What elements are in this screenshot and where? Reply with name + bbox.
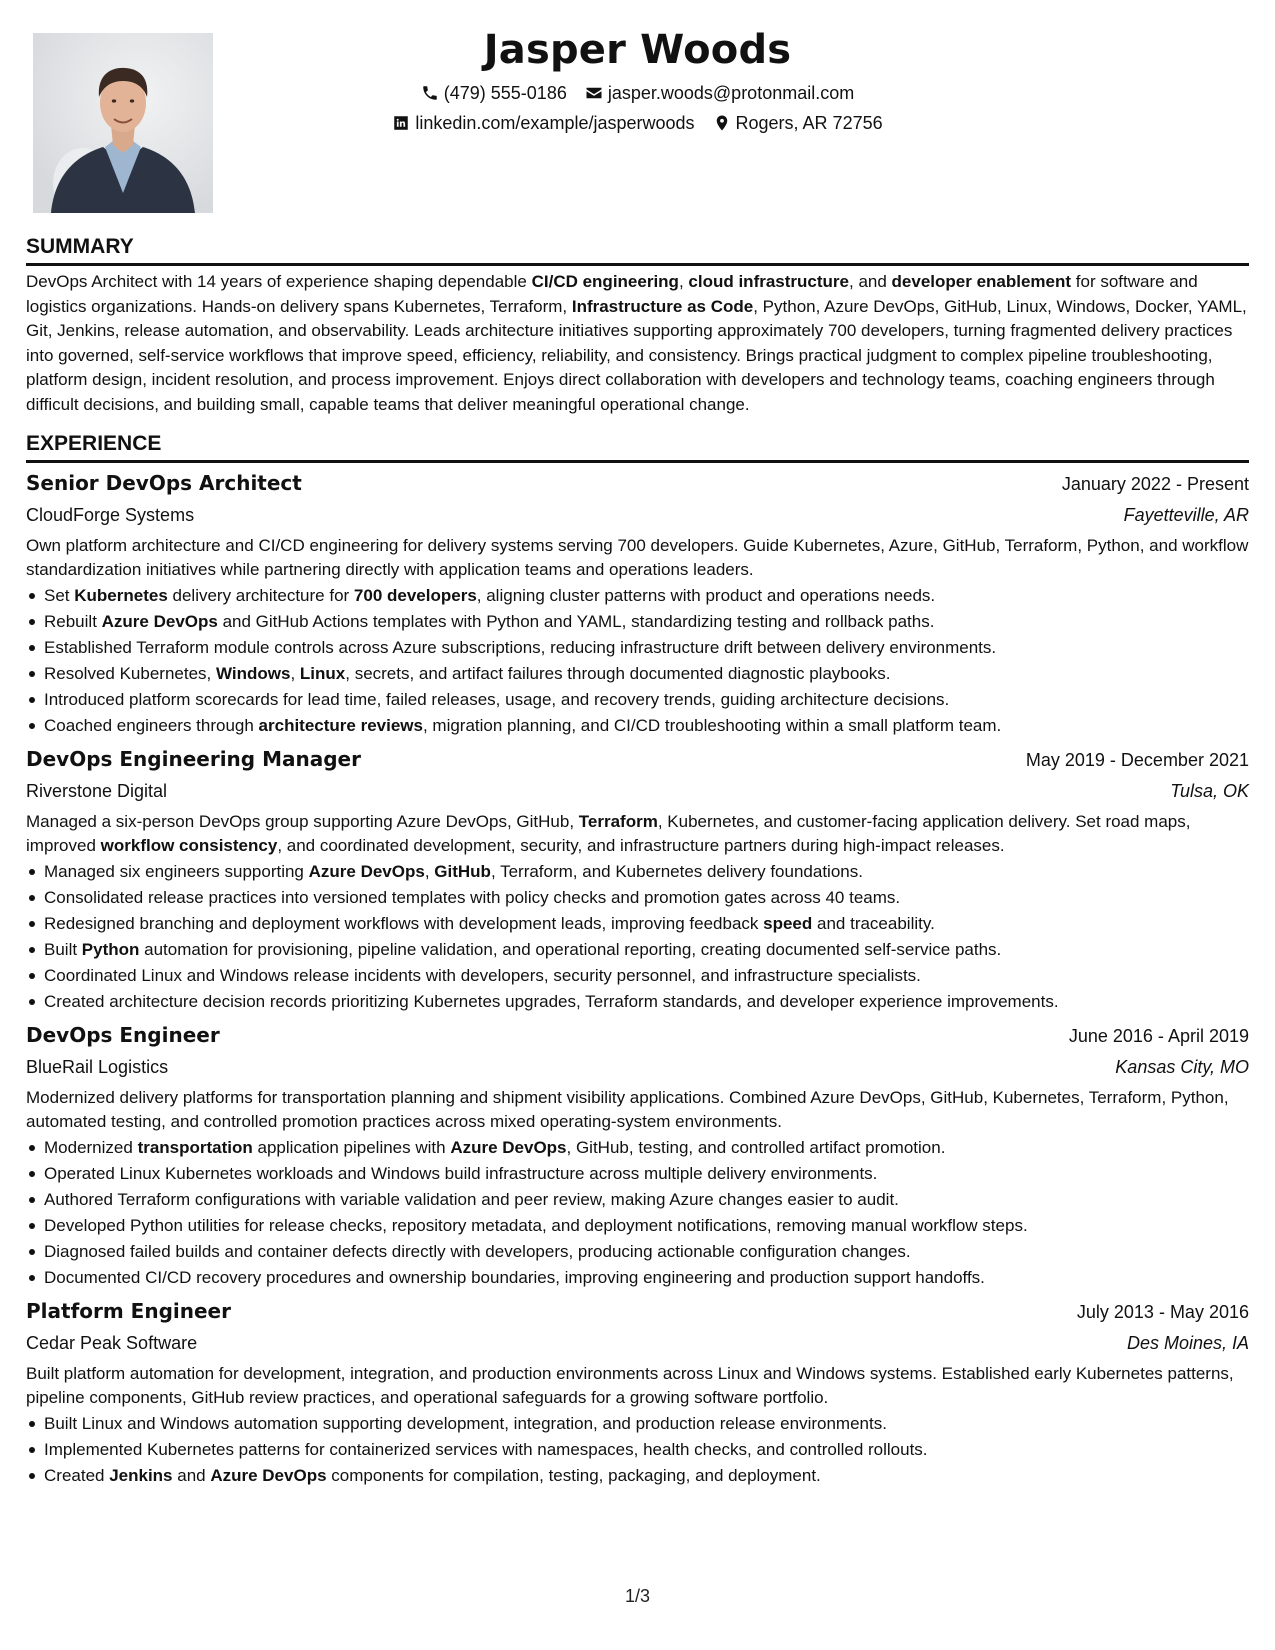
job-bullets xyxy=(26,859,1249,1015)
linkedin-url: linkedin.com/example/jasperwoods xyxy=(415,113,695,133)
bullet-item: Diagnosed failed builds and container defects directly with developers, producing actionable configuration changes. xyxy=(26,1239,1249,1265)
bullet-item: Created Jenkins and Azure DevOps components for compilation, testing, packaging, and deployment. xyxy=(26,1463,1249,1489)
bullet-item: Built Linux and Windows automation supporting development, integration, and production release environments. xyxy=(26,1411,1249,1437)
section-title-experience: EXPERIENCE xyxy=(26,431,1249,463)
job-description: Managed a six-person DevOps group supporting Azure DevOps, GitHub, Terraform, Kubernetes, and customer-facing application delivery. Set road maps, improved workflow consistency, and coordinated development, security, and infrastructure partners during high-impact releases. xyxy=(26,812,1191,855)
email-address: jasper.woods@protonmail.com xyxy=(607,83,855,103)
bullet-item: Authored Terraform configurations with variable validation and peer review, making Azure changes easier to audit. xyxy=(26,1187,1249,1213)
job-entry xyxy=(26,744,1249,1015)
job-subheader xyxy=(26,500,1249,531)
resume-body xyxy=(26,0,1249,1489)
bullet-item: Coached engineers through architecture reviews, migration planning, and CI/CD troubleshooting within a small platform team. xyxy=(26,713,1249,739)
job-location: Kansas City, MO xyxy=(1115,1057,1249,1077)
job-bullets xyxy=(26,1411,1249,1489)
job-title: DevOps Engineering Manager xyxy=(26,747,361,771)
bullet-item: Rebuilt Azure DevOps and GitHub Actions templates with Python and YAML, standardizing testing and rollback paths. xyxy=(26,609,1249,635)
job-location: Tulsa, OK xyxy=(1170,781,1249,801)
job-description: Own platform architecture and CI/CD engineering for delivery systems serving 700 developers. Guide Kubernetes, Azure, GitHub, Terraform, Python, and workflow standardization initiatives while partnering directly with application teams and operations leaders. xyxy=(26,536,1249,579)
job-subheader xyxy=(26,1052,1249,1083)
company-name: Riverstone Digital xyxy=(26,781,168,801)
bullet-item: Created architecture decision records prioritizing Kubernetes upgrades, Terraform standards, and developer experience improvements. xyxy=(26,989,1249,1015)
summary-text: DevOps Architect with 14 years of experience shaping dependable CI/CD engineering, cloud infrastructure, and developer enablement for software and logistics organizations. Hands-on delivery spans Kubernetes, Terraform, Infrastructure as Code, Python, Azure DevOps, GitHub, Linux, Windows, Docker, YAML, Git, Jenkins, release automation, and observability. Leads architecture initiatives supporting approximately 700 developers, turning fragmented delivery practices into governed, self-service workflows that improve speed, efficiency, reliability, and consistency. Brings practical judgment to complex pipeline troubleshooting, platform design, incident resolution, and process improvement. Enjoys direct collaboration with developers and technology teams, coaching engineers through difficult decisions, and building small, capable teams that deliver meaningful operational change. xyxy=(26,272,1247,414)
job-bullets xyxy=(26,1135,1249,1291)
job-header xyxy=(26,744,1249,776)
job-dates: May 2019 - December 2021 xyxy=(1025,750,1249,770)
bullet-item: Coordinated Linux and Windows release incidents with developers, security personnel, and infrastructure specialists. xyxy=(26,963,1249,989)
bullet-item: Documented CI/CD recovery procedures and ownership boundaries, improving engineering and production support handoffs. xyxy=(26,1265,1249,1291)
job-description: Modernized delivery platforms for transportation planning and shipment visibility applications. Combined Azure DevOps, GitHub, Kubernetes, Terraform, Python, automated testing, and controlled promotion practices across mixed operating-system environments. xyxy=(26,1088,1229,1131)
company-name: Cedar Peak Software xyxy=(26,1333,198,1353)
job-entry xyxy=(26,468,1249,739)
job-header xyxy=(26,1296,1249,1328)
company-name: BlueRail Logistics xyxy=(26,1057,169,1077)
job-dates: January 2022 - Present xyxy=(1061,474,1249,494)
bullet-item: Established Terraform module controls across Azure subscriptions, reducing infrastructure drift between delivery environments. xyxy=(26,635,1249,661)
job-entry xyxy=(26,1296,1249,1489)
job-title: Senior DevOps Architect xyxy=(26,471,302,495)
job-header xyxy=(26,468,1249,500)
job-entry xyxy=(26,1020,1249,1291)
bullet-item: Set Kubernetes delivery architecture for 700 developers, aligning cluster patterns with product and operations needs. xyxy=(26,583,1249,609)
bullet-item: Modernized transportation application pipelines with Azure DevOps, GitHub, testing, and controlled artifact promotion. xyxy=(26,1135,1249,1161)
candidate-name: Jasper Woods xyxy=(483,27,792,73)
job-dates: July 2013 - May 2016 xyxy=(1076,1302,1249,1322)
job-title: Platform Engineer xyxy=(26,1299,231,1323)
page-number: 1/3 xyxy=(624,1586,651,1606)
job-title: DevOps Engineer xyxy=(26,1023,220,1047)
job-description: Built platform automation for development, integration, and production environments across Linux and Windows systems. Established early Kubernetes patterns, pipeline components, GitHub review practices, and operational safeguards for a growing software portfolio. xyxy=(26,1364,1234,1407)
section-title-summary: SUMMARY xyxy=(26,234,1249,266)
bullet-item: Built Python automation for provisioning, pipeline validation, and operational reporting, creating documented self-service paths. xyxy=(26,937,1249,963)
experience-section xyxy=(26,431,1249,1489)
bullet-item: Managed six engineers supporting Azure DevOps, GitHub, Terraform, and Kubernetes delivery foundations. xyxy=(26,859,1249,885)
location-text: Rogers, AR 72756 xyxy=(735,113,883,133)
bullet-item: Introduced platform scorecards for lead time, failed releases, usage, and recovery trends, guiding architecture decisions. xyxy=(26,687,1249,713)
bullet-item: Operated Linux Kubernetes workloads and Windows build infrastructure across multiple delivery environments. xyxy=(26,1161,1249,1187)
bullet-item: Implemented Kubernetes patterns for containerized services with namespaces, health checks, and controlled rollouts. xyxy=(26,1437,1249,1463)
phone-number: (479) 555-0186 xyxy=(443,83,567,103)
job-subheader xyxy=(26,1328,1249,1359)
summary-section xyxy=(26,234,1249,417)
jobs-list xyxy=(26,468,1249,1489)
job-bullets xyxy=(26,583,1249,739)
bullet-item: Redesigned branching and deployment workflows with development leads, improving feedback speed and traceability. xyxy=(26,911,1249,937)
bullet-item: Resolved Kubernetes, Windows, Linux, secrets, and artifact failures through documented diagnostic playbooks. xyxy=(26,661,1249,687)
bullet-item: Developed Python utilities for release checks, repository metadata, and deployment notifications, removing manual workflow steps. xyxy=(26,1213,1249,1239)
job-dates: June 2016 - April 2019 xyxy=(1068,1026,1249,1046)
job-location: Des Moines, IA xyxy=(1126,1333,1249,1353)
company-name: CloudForge Systems xyxy=(26,505,195,525)
bullet-item: Consolidated release practices into versioned templates with policy checks and promotion gates across 40 teams. xyxy=(26,885,1249,911)
job-subheader xyxy=(26,776,1249,807)
job-header xyxy=(26,1020,1249,1052)
job-location: Fayetteville, AR xyxy=(1123,505,1249,525)
